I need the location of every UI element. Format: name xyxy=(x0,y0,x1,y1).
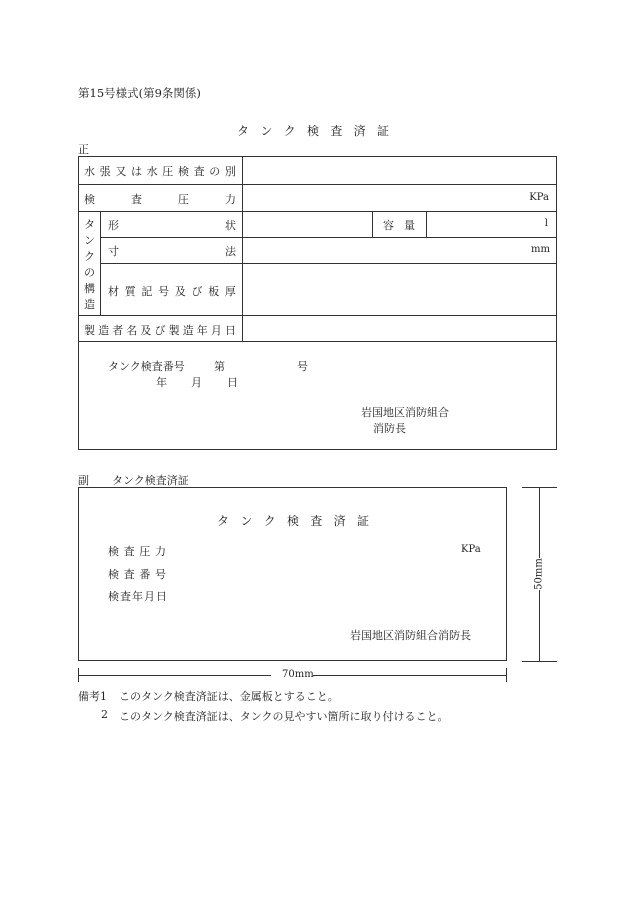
field-material[interactable] xyxy=(243,264,556,315)
row-label-shape: 形 状 xyxy=(108,219,236,232)
width-dimension-label: 70mm xyxy=(282,669,314,680)
title-char: ク xyxy=(283,124,296,138)
form-number: 第15号様式(第9条関係) xyxy=(78,86,201,100)
label-capacity: 容 量 xyxy=(383,219,415,232)
chief-title: 消防長 xyxy=(373,422,406,435)
note-prefix: 備考1 xyxy=(78,690,107,703)
tank-structure-label: タ ン ク の 構 造 xyxy=(84,218,95,311)
main-title xyxy=(237,122,389,139)
unit-mm: mm xyxy=(531,244,550,255)
plate-pressure-unit: KPa xyxy=(461,544,481,555)
day-label: 日 xyxy=(227,376,238,389)
plate-date-label: 検査年月日 xyxy=(108,590,168,603)
unit-liter: l xyxy=(544,218,548,229)
row-label-pressure: 検 査 圧 力 xyxy=(84,193,236,206)
field-capacity[interactable] xyxy=(427,212,556,237)
sei-label: 正 xyxy=(78,143,89,156)
row-label-dimension: 寸 法 xyxy=(108,245,236,258)
title-char: ン xyxy=(260,124,273,138)
note-1: このタンク検査済証は、金属板とすること。 xyxy=(119,690,339,703)
field-shape[interactable] xyxy=(243,212,372,237)
plate-pressure-label: 検 査 圧 力 xyxy=(108,545,166,558)
plate-signature: 岩国地区消防組合消防長 xyxy=(350,629,471,642)
row-label-test-type: 水 張 又 は 水 圧 検 査 の 別 xyxy=(84,165,236,178)
plate-number-label: 検 査 番 号 xyxy=(108,568,166,581)
go-label: 号 xyxy=(297,360,308,373)
fuku-heading: タンク検査済証 xyxy=(112,474,189,487)
field-pressure[interactable] xyxy=(243,185,556,211)
field-test-type[interactable] xyxy=(243,157,556,184)
row-label-maker: 製 造 者 名 及 び 製 造 年 月 日 xyxy=(84,324,236,337)
note-2-number: 2 xyxy=(101,708,108,721)
plate-title: タ ン ク 検 査 済 証 xyxy=(217,514,369,528)
height-dimension-label: 50mm xyxy=(533,558,545,590)
org-name: 岩国地区消防組合 xyxy=(361,406,449,419)
field-dimension[interactable] xyxy=(243,238,556,263)
row-label-material: 材 質 記 号 及 び 板 厚 xyxy=(108,285,236,298)
field-maker[interactable] xyxy=(243,316,556,341)
dai-label: 第 xyxy=(214,360,225,373)
month-label: 月 xyxy=(191,376,202,389)
title-char: 査 xyxy=(330,124,343,138)
year-label: 年 xyxy=(156,376,167,389)
title-char: 証 xyxy=(376,124,389,138)
title-char: 検 xyxy=(306,124,319,138)
title-char: タ xyxy=(237,124,250,138)
unit-kpa: KPa xyxy=(529,192,549,203)
fuku-label: 副 xyxy=(78,474,89,487)
inspection-number-label: タンク検査番号 xyxy=(108,360,185,373)
note-2: このタンク検査済証は、タンクの見やすい箇所に取り付けること。 xyxy=(119,710,449,723)
title-char: 済 xyxy=(353,124,366,138)
